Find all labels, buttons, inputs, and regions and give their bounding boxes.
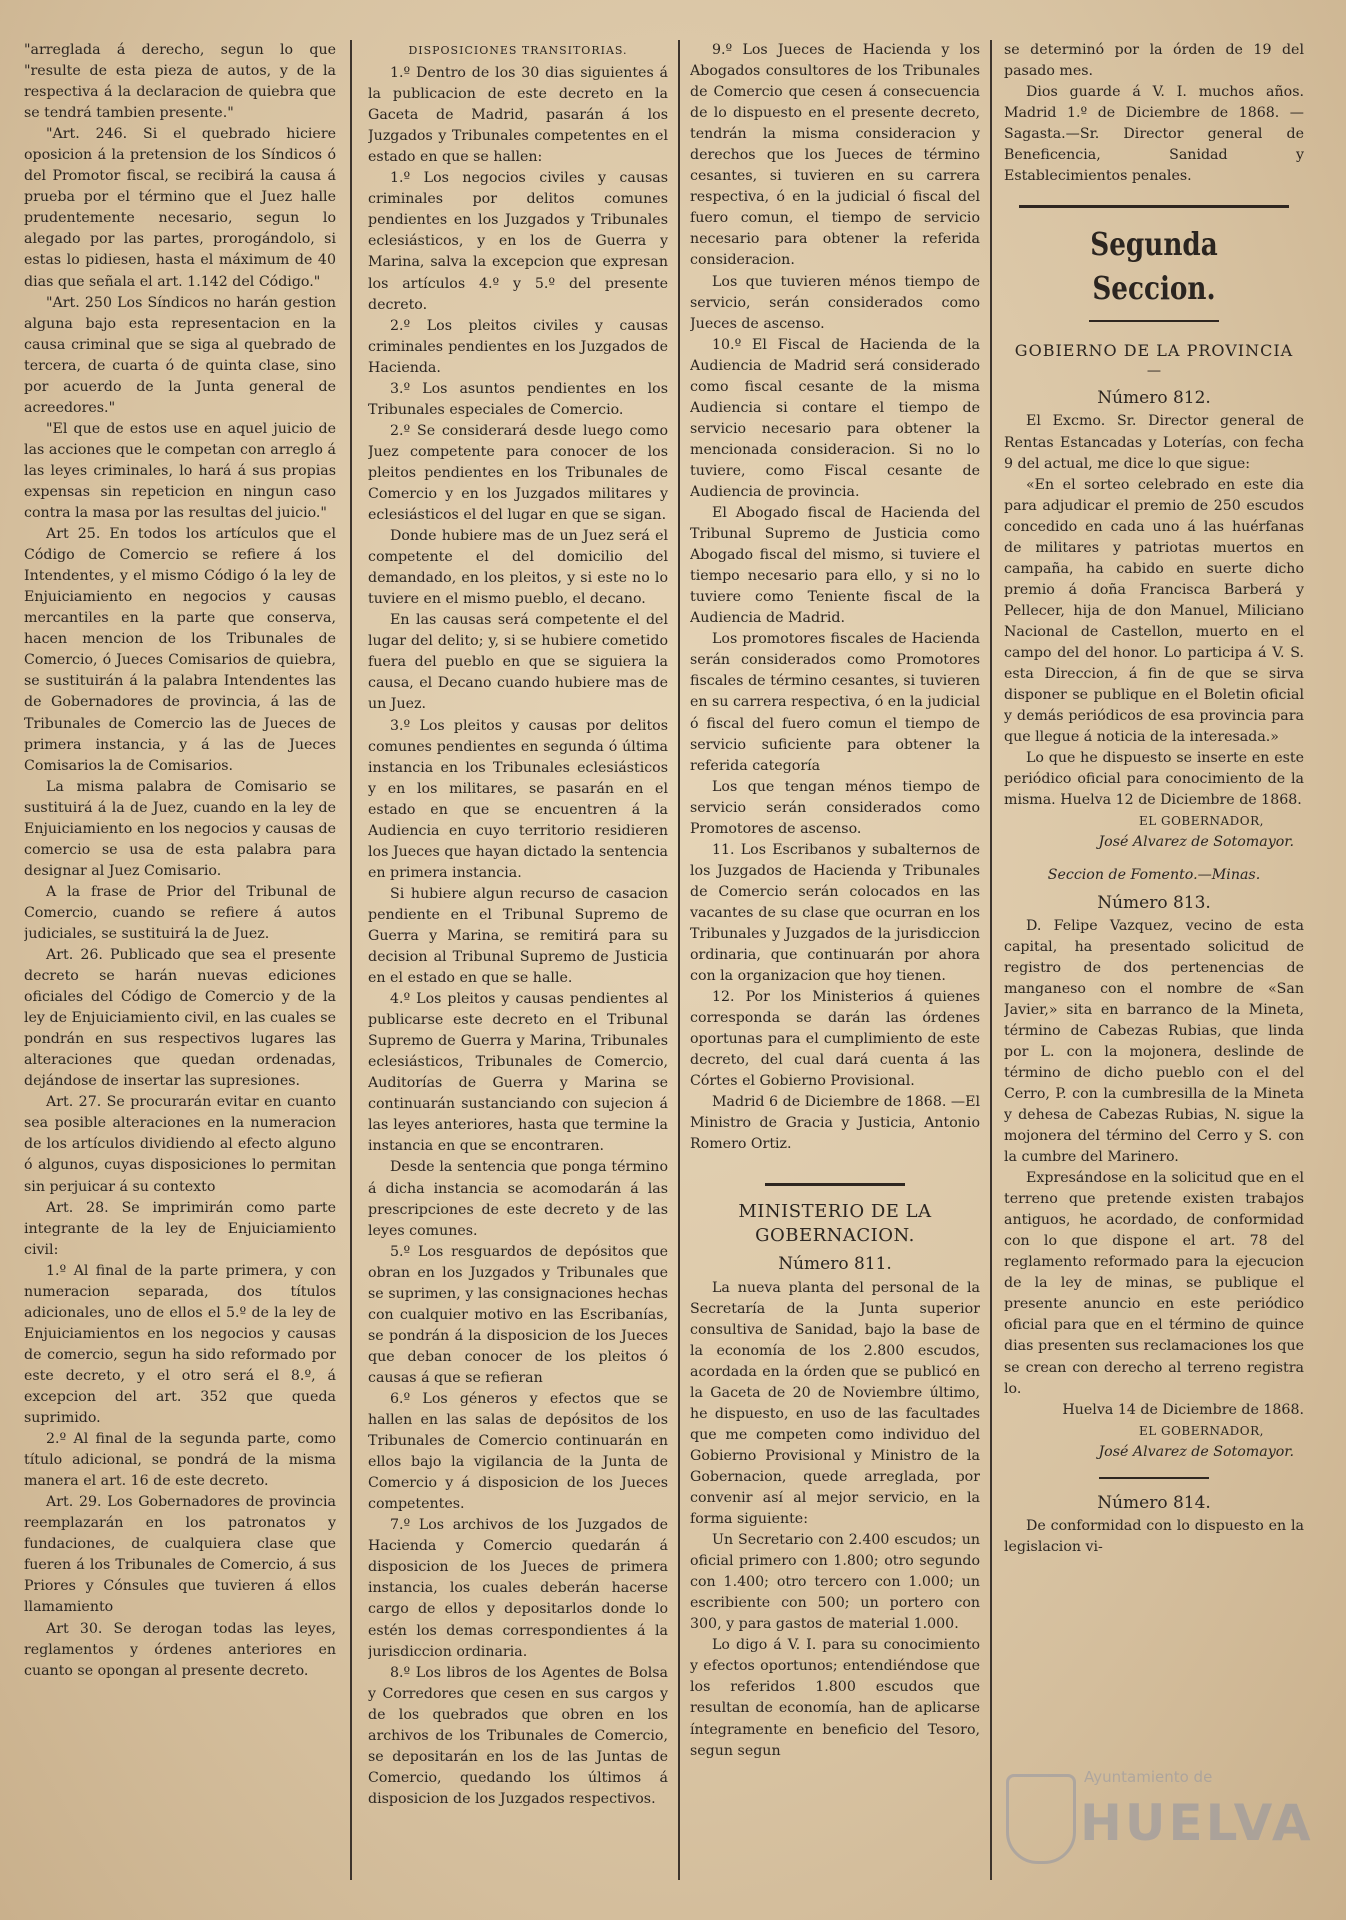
col2-para: 2.º Los pleitos civiles y causas criminales pendientes en los Juzgados de Hacienda. bbox=[368, 317, 668, 376]
col2-para: Desde la sentencia que ponga término á dicha instancia se acomodarán á las prescripciones de este decreto y de las leyes comunes. bbox=[368, 1159, 668, 1239]
col3-para: La nueva planta del personal de la Secretaría de la Junta superior consultiva de Sanidad, bajo la base de la economía de los 2.800 escudos, acordada en la órden que se publicó en la Gaceta de 20 de Noviembre último, he dispuesto, en uso de las facultades que me competen como individuo del Gobierno Provisional y Ministro de la Gobernacion, quede arreglada, por convenir así al mejor servicio, en la forma siguiente: bbox=[690, 1279, 980, 1528]
dash-divider: — bbox=[1146, 363, 1162, 380]
col4-para: D. Felipe Vazquez, vecino de esta capital, ha presentado solicitud de registro de dos pertenencias de manganeso con el nombre de «San Javier,» sita en barranco de la Mineta, término de Cabezas Rubias, que linda por L. con la mojonera, deslinde de término de dicho pueblo con el del Cerro, P. con la cumbresilla de la Mineta y dehesa de Cabezas Rubias, N. sigue la mojonera del término del Cerro y S. con la cumbre del Marinero. bbox=[1004, 917, 1304, 1166]
segunda-seccion-title: Segunda Seccion. bbox=[1090, 225, 1218, 308]
col4-para: De conformidad con lo dispuesto en la legislacion vi- bbox=[1004, 1517, 1304, 1555]
column-4 bbox=[1004, 40, 1304, 1900]
column-3 bbox=[690, 40, 980, 1900]
col3-para: El Abogado fiscal de Hacienda del Tribunal Supremo de Justicia como Abogado fiscal del mismo, si tuviere el tiempo necesario para ello, y si no lo tuviere como Teniente fiscal de la Audiencia de Madrid. bbox=[690, 505, 980, 627]
col3-para: 10.º El Fiscal de Hacienda de la Audiencia de Madrid será considerado como fiscal cesante de la misma Audiencia si contare el tiempo de servicio necesario para obtener la mencionada consideracion. Si no lo tuviere, como Fiscal cesante de Audiencia de provincia. bbox=[690, 336, 980, 500]
col1-para: 2.º Al final de la segunda parte, como título adicional, se pondrá de la misma manera el art. 16 de este decreto. bbox=[24, 1431, 336, 1490]
col4-para: Lo que he dispuesto se inserte en este periódico oficial para conocimiento de la misma. Huelva 12 de Diciembre de 1868. bbox=[1004, 750, 1304, 809]
numero-811: Número 811. bbox=[778, 1254, 892, 1275]
column-rule bbox=[678, 40, 680, 1880]
section-divider bbox=[1019, 205, 1289, 208]
watermark-line1: Ayuntamiento de bbox=[1084, 1768, 1213, 1786]
col3-para: Los que tuvieren ménos tiempo de servicio, serán considerados como Jueces de ascenso. bbox=[690, 273, 980, 332]
section-divider bbox=[1099, 1477, 1209, 1479]
col2-para: 3.º Los asuntos pendientes en los Tribunales especiales de Comercio. bbox=[368, 380, 668, 418]
col4-para: «En el sorteo celebrado en este dia para adjudicar el premio de 250 escudos concedido en cada uno á las huérfanas de militares y patriotas muertos en campaña, ha cabido en suerte dicho premio á doña Francisca Barberá y Pellecer, hija de don Manuel, Miliciano Nacional de Castellon, muerto en el campo del del honor. Lo participa á V. S. esta Direccion, á fin de que se sirva disponer se publique en el Boletin oficial y demás periódicos de esa provincia para que llegue á noticia de la interesada.» bbox=[1004, 476, 1304, 746]
col1-para: "Art. 250 Los Síndicos no harán gestion alguna bajo esta representacion en la causa criminal que se siga al quebrado de tercera, de cuarta ó de quinta clase, sino por acuerdo de la Junta general de acreedores." bbox=[24, 294, 336, 416]
col2-para: 7.º Los archivos de los Juzgados de Hacienda y Comercio quedarán á disposicion de los Jueces de primera instancia, los cuales deberán hacerse cargo de ellos y depositarlos donde lo estén los demas correspondientes á la jurisdiccion ordinaria. bbox=[368, 1517, 668, 1660]
numero-812: Número 812. bbox=[1097, 388, 1211, 409]
col4-para: El Excmo. Sr. Director general de Rentas Estancadas y Loterías, con fecha 9 del actual, me dice lo que sigue: bbox=[1004, 413, 1304, 472]
col2-para: En las causas será competente el del lugar del delito; y, si se hubiere cometido fuera del pueblo en que se siguiera la causa, el Decano cuando hubiere mas de un Juez. bbox=[368, 612, 668, 713]
col1-para: Art 25. En todos los artículos que el Código de Comercio se refiere á los Intendentes, y el mismo Código ó la ley de Enjuiciamiento en negocios y causas mercantiles en la parte que conserva, hacen mencion de los Tribunales de Comercio, ó Jueces Comisarios de quiebra, se sustituirán á la palabra Intendentes las de Gobernadores de provincia, á las de Tribunales de Comercio las de Jueces de primera instancia, y á las de Jueces Comisarios la de Comisarios. bbox=[24, 526, 336, 774]
col4-date: Huelva 14 de Diciembre de 1868. bbox=[1062, 1401, 1304, 1418]
huelva-watermark bbox=[1006, 1760, 1314, 1880]
col1-para: A la frase de Prior del Tribunal de Comercio, cuando se refiere á autos judiciales, se sustituirá la de Juez. bbox=[24, 883, 336, 942]
column-1 bbox=[24, 40, 336, 1900]
col1-para: 1.º Al final de la parte primera, y con numeracion separada, dos títulos adicionales, uno de ellos el 5.º de la ley de Enjuiciamientos en los negocios y causas de comercio, segun ha sido reformado por este decreto, y el otro será el 8.º, á excepcion del art. 352 que queda suprimido. bbox=[24, 1262, 336, 1427]
col2-para: 6.º Los géneros y efectos que se hallen en las salas de depósitos de los Tribunales de Comercio continuarán en ellos bajo la vigilancia de la Junta de Comercio y á disposicion de los Jueces competentes. bbox=[368, 1391, 668, 1513]
numero-813: Número 813. bbox=[1097, 892, 1211, 913]
col2-para: Donde hubiere mas de un Juez será el competente el del domicilio del demandado, en los pleitos, y si este no lo tuviere en el mismo pueblo, el decano. bbox=[368, 528, 668, 608]
col1-para: Art. 28. Se imprimirán como parte integrante de la ley de Enjuiciamiento civil: bbox=[24, 1199, 336, 1258]
col2-para: 5.º Los resguardos de depósitos que obran en los Juzgados y Tribunales que se suprimen, y las consignaciones hechas con cualquier motivo en las Escribanías, se pondrán á la disposicion de los Jueces que deban conocer de los pleitos ó causas á que se refieran bbox=[368, 1243, 668, 1386]
ornament-divider bbox=[1089, 320, 1219, 330]
signer-title: EL GOBERNADOR, bbox=[1138, 814, 1264, 829]
col1-para: Art. 27. Se procurarán evitar en cuanto sea posible alteraciones en la numeracion de los artículos dividiendo al efecto alguno ó algunos, cuyas disposiciones lo permitan sin perjuicar á su contexto bbox=[24, 1094, 336, 1195]
section-divider bbox=[765, 1183, 905, 1186]
gobierno-heading: GOBIERNO DE LA PROVINCIA bbox=[1014, 341, 1294, 361]
col1-para: La misma palabra de Comisario se sustituirá á la de Juez, cuando en la ley de Enjuiciamiento en los negocios y causas de comercio se usa de esta palabra para designar al Juez Comisario. bbox=[24, 778, 336, 879]
col1-para: Art. 26. Publicado que sea el presente decreto se harán nuevas ediciones oficiales del Código de Comercio y de la ley de Enjuiciamiento civil, en las cuales se pondrán en sus respectivos lugares las alteraciones que quedan ordenadas, dejándose de insertar las supresiones. bbox=[24, 947, 336, 1090]
col2-para: 2.º Se considerará desde luego como Juez competente para conocer de los pleitos pendientes en los Tribunales de Comercio y en los Juzgados militares y eclesiásticos el del lugar en que se sigan. bbox=[368, 422, 668, 524]
col2-para: 4.º Los pleitos y causas pendientes al publicarse este decreto en el Tribunal Supremo de Guerra y Marina, Tribunales eclesiásticos, Tribunales de Comercio, Auditorías de Guerra y Marina se continuarán sustanciando con sujecion á las leyes anteriores, hasta que termine la instancia en que se encontraren. bbox=[368, 991, 668, 1155]
col2-para: Si hubiere algun recurso de casacion pendiente en el Tribunal Supremo de Guerra y Marina, se remitirá para su decision al Tribunal Supremo de Justicia en el estado en que se halle. bbox=[368, 885, 668, 987]
col3-para: Un Secretario con 2.400 escudos; un oficial primero con 1.800; otro segundo con 1.400; otro tercero con 1.000; un escribiente con 500; un portero con 300, y para gastos de material 1.000. bbox=[690, 1532, 980, 1633]
col1-para: "El que de estos use en aquel juicio de las acciones que le competan con arreglo á las leyes criminales, lo hará á sus propias expensas sin repeticion en ningun caso contra la masa por las resultas del juicio." bbox=[24, 420, 336, 522]
col3-para: Los que tengan ménos tiempo de servicio serán considerados como Promotores de ascenso. bbox=[690, 778, 980, 837]
col4-para: Expresándose en la solicitud que en el terreno que pretende existen trabajos antiguos, he acordado, de conformidad con lo que dispone el art. 78 del reglamento reformado para la ejecucion de la ley de minas, se publique el presente anuncio en este periódico oficial para que en el término de quince dias presenten sus reclamaciones los que se crean con derecho al terreno registra lo. bbox=[1004, 1170, 1304, 1397]
seccion-fomento: Seccion de Fomento.—Minas. bbox=[1047, 867, 1261, 884]
col1-para: Art. 29. Los Gobernadores de provincia reemplazarán en los patronatos y fundaciones, de cualquiera clase que fueren á los Tribunales de Comercio, á sus Priores y Cónsules que tuvieren á ellos llamamiento bbox=[24, 1494, 336, 1616]
col4-para: Dios guarde á V. I. muchos años. Madrid 1.º de Diciembre de 1868. —Sagasta.—Sr. Director general de Beneficencia, Sanidad y Establecimientos penales. bbox=[1004, 84, 1304, 185]
numero-814: Número 814. bbox=[1097, 1492, 1211, 1513]
signer-name: José Alvarez de Sotomayor. bbox=[1098, 834, 1294, 851]
col2-para: 3.º Los pleitos y causas por delitos comunes pendientes en segunda ó última instancia en los Tribunales eclesiásticos y en los militares, se pasarán en el estado en que se encuentren á la Audiencia en cuyo territorio residieren los Jueces que hayan dictado la sentencia en primera instancia. bbox=[368, 717, 668, 881]
col3-para: Lo digo á V. I. para su conocimiento y efectos oportunos; entendiéndose que los referidos 1.800 escudos que resultan de economía, han de aplicarse íntegramente en beneficio del Tesoro, segun segun bbox=[690, 1637, 980, 1759]
col3-para: Los promotores fiscales de Hacienda serán considerados como Promotores fiscales de término cesantes, si tuvieren en su carrera respectiva, ó en la judicial ó fiscal del fuero comun el tiempo de servicio suficiente para obtener la referida categoría bbox=[690, 631, 980, 774]
signer-name: José Alvarez de Sotomayor. bbox=[1098, 1443, 1294, 1460]
col3-para: 12. Por los Ministerios á quienes corresponda se darán las órdenes oportunas para el cumplimiento de este decreto, del cual dará cuenta á las Córtes el Gobierno Provisional. bbox=[690, 989, 980, 1090]
col2-para: 1.º Dentro de los 30 dias siguientes á la publicacion de este decreto en la Gaceta de Madrid, pasarán á los Juzgados y Tribunales competentes en el estado en que se hallen: bbox=[368, 65, 668, 166]
col1-para: Art 30. Se derogan todas las leyes, reglamentos y órdenes anteriores en cuanto se opongan al presente decreto. bbox=[24, 1620, 336, 1679]
ministerio-heading: MINISTERIO DE LA GOBERNACION. bbox=[738, 1201, 932, 1247]
col1-para: "Art. 246. Si el quebrado hiciere oposicion á la pretension de los Síndicos ó del Promotor fiscal, se recibirá la causa á prueba por el término que el Juez halle prudentemente necesario, segun lo alegado por las partes, prorogándolo, si estas lo pidiesen, hasta el máximum de 40 dias que señala el art. 1.142 del Código." bbox=[24, 126, 336, 290]
col4-para: se determinó por la órden de 19 del pasado mes. bbox=[1004, 42, 1304, 80]
col3-para: Madrid 6 de Diciembre de 1868. —El Ministro de Gracia y Justicia, Antonio Romero Ortiz. bbox=[690, 1094, 980, 1153]
col1-para: "arreglada á derecho, segun lo que "resulte de esta pieza de autos, y de la respectiva á la declaracion de quiebra que se tendrá tambien presente." bbox=[24, 42, 336, 122]
col2-para: 8.º Los libros de los Agentes de Bolsa y Corredores que cesen en sus cargos y de los quebrados que obren en los archivos de los Tribunales de Comercio, se depositarán en los de las Juntas de Comercio, quedando los últimos á disposicion de los Juzgados respectivos. bbox=[368, 1664, 668, 1807]
signer-title: EL GOBERNADOR, bbox=[1138, 1423, 1264, 1438]
col2-para: 1.º Los negocios civiles y causas criminales por delitos comunes pendientes en los Juzgados y Tribunales eclesiásticos, y en los de Guerra y Marina, salva la excepcion que expresan los artículos 4.º y 5.º del presente decreto. bbox=[368, 170, 668, 313]
column-2 bbox=[368, 40, 668, 1900]
col3-para: 9.º Los Jueces de Hacienda y los Abogados consultores de los Tribunales de Comercio que cesen á consecuencia de lo dispuesto en el presente decreto, tendrán la misma consideracion y derechos que los Jueces de término cesantes, si tuvieren en su carrera respectiva, ó en la judicial ó fiscal del fuero comun, el tiempo de servicio necesario para obtener la referida consideracion. bbox=[690, 42, 980, 269]
section-heading: DISPOSICIONES TRANSITORIAS. bbox=[408, 44, 628, 57]
column-rule bbox=[990, 40, 992, 1880]
coat-of-arms-icon bbox=[1006, 1774, 1076, 1864]
col3-para: 11. Los Escribanos y subalternos de los Juzgados de Hacienda y Tribunales de Comercio serán colocados en las vacantes de su clase que ocurran en los Tribunales y Juzgados de la jurisdiccion ordinaria, que continuarán por ahora con la organizacion que hoy tienen. bbox=[690, 841, 980, 985]
watermark-line2: HUELVA bbox=[1080, 1794, 1314, 1852]
column-rule bbox=[350, 40, 352, 1880]
